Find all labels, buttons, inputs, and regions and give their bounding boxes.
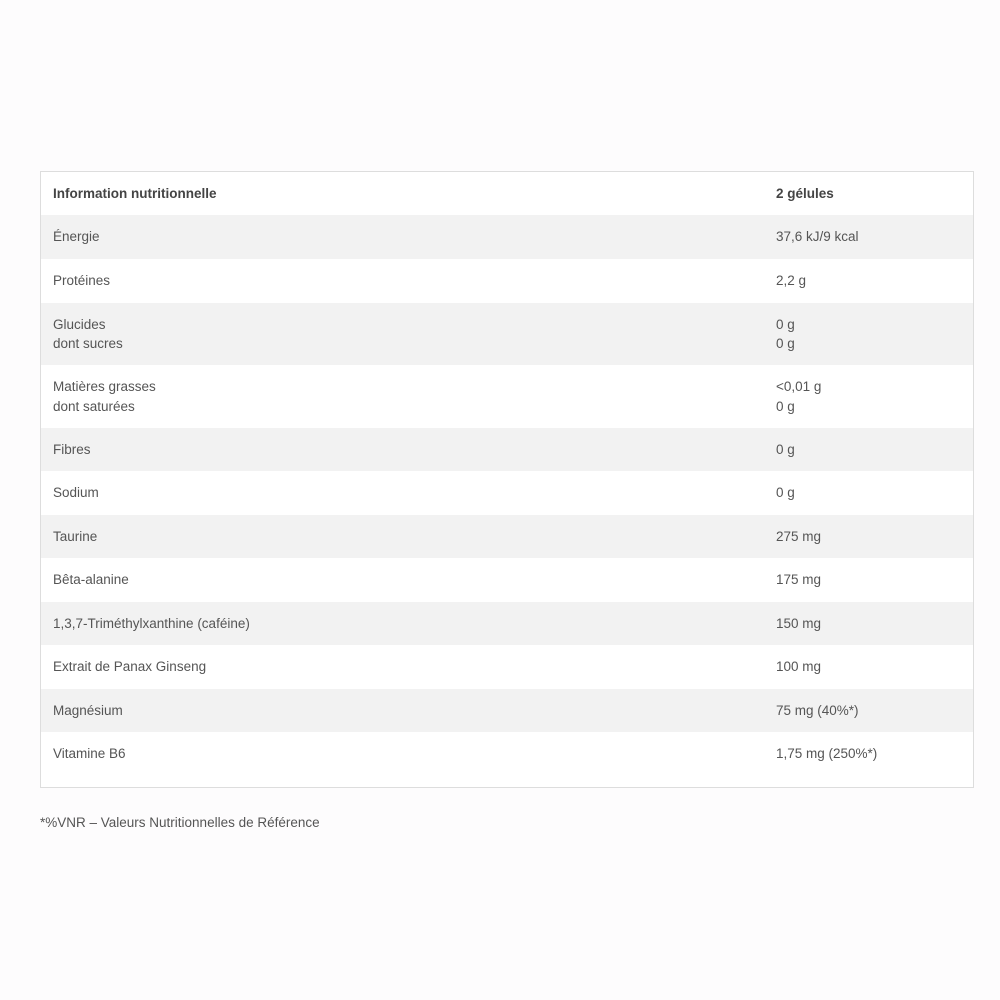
nutrient-value: <0,01 g (776, 379, 822, 394)
nutrient-name: Glucides (53, 316, 106, 332)
table-row-magnesium (41, 689, 973, 732)
nutrient-value: 1,75 mg (250%*) (776, 746, 878, 762)
table-row-matieres-grasses (41, 365, 973, 428)
nutrition-table (40, 171, 974, 788)
nutrient-value: 0 g (776, 441, 795, 457)
nutrient-name: Protéines (53, 273, 111, 289)
nutrient-value: 275 mg (776, 528, 822, 544)
table-row-cafeine (41, 602, 973, 645)
nutrient-name: Matières grasses (53, 379, 156, 394)
table-row-beta-alanine (41, 558, 973, 602)
nutrient-value: 37,6 kJ/9 kcal (776, 229, 859, 245)
nutrient-value: 150 mg (776, 615, 822, 631)
table-row-energie (41, 215, 973, 259)
table-row-ginseng (41, 645, 973, 689)
header-nutrient-label: Information nutritionnelle (53, 185, 217, 201)
nutrient-name: Extrait de Panax Ginseng (53, 659, 207, 675)
nutrient-name: Bêta-alanine (53, 572, 129, 588)
nutrient-subname: dont saturées (53, 398, 135, 414)
table-row-glucides (41, 303, 973, 365)
table-row-taurine (41, 515, 973, 558)
nutrient-value: 0 g (776, 485, 795, 501)
nutrient-value: 2,2 g (776, 273, 807, 289)
nutrient-name: Vitamine B6 (53, 746, 126, 762)
header-serving-label: 2 gélules (776, 185, 834, 201)
nutrient-value: 0 g (776, 316, 795, 332)
nutrient-name: Énergie (53, 229, 100, 245)
table-row-proteines (41, 259, 973, 303)
nutrient-name: Magnésium (53, 702, 123, 718)
nutrient-name: 1,3,7-Triméthylxanthine (caféine) (53, 615, 250, 631)
table-row-vitamine-b6 (41, 732, 973, 776)
table-header-row (41, 172, 973, 215)
nutrient-subvalue: 0 g (776, 336, 795, 351)
nutrient-subvalue: 0 g (776, 398, 795, 414)
nutrient-name: Fibres (53, 441, 91, 457)
vnr-footnote: *%VNR – Valeurs Nutritionnelles de Référence (40, 815, 320, 830)
nutrient-name: Sodium (53, 485, 99, 501)
nutrient-subname: dont sucres (53, 336, 123, 351)
table-row-fibres (41, 428, 973, 471)
nutrient-name: Taurine (53, 528, 98, 544)
nutrient-value: 75 mg (40%*) (776, 702, 859, 718)
nutrient-value: 175 mg (776, 572, 822, 588)
nutrient-value: 100 mg (776, 659, 822, 675)
table-row-sodium (41, 471, 973, 515)
